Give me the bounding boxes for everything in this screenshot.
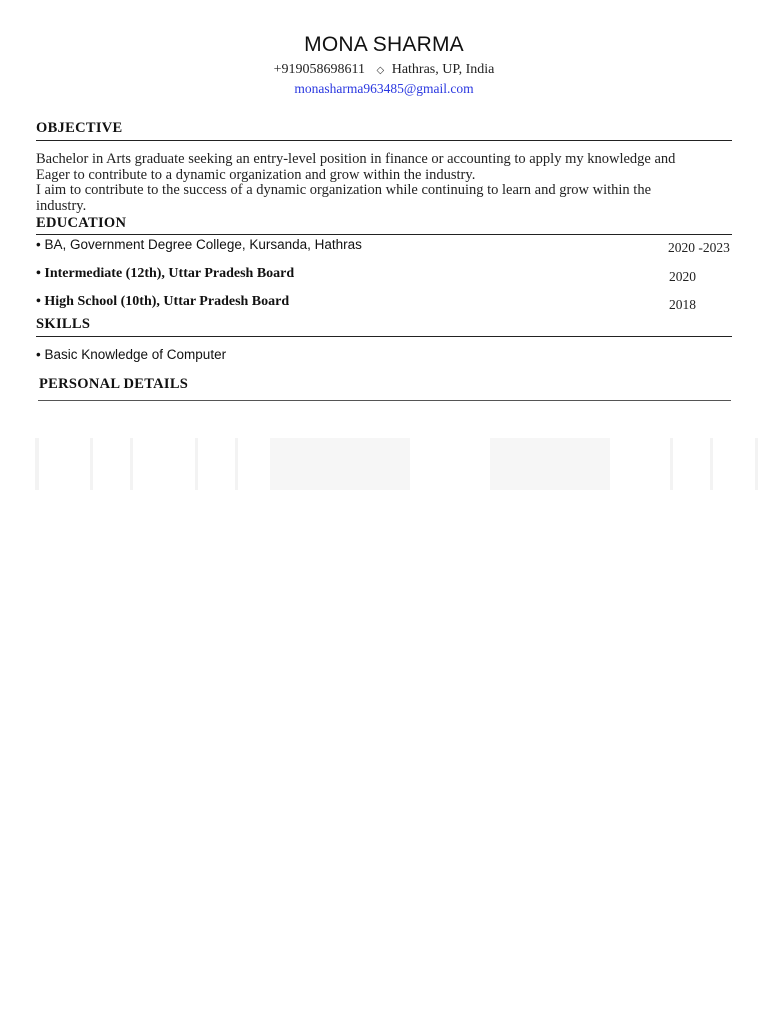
- personal-details-divider: [38, 400, 731, 401]
- email-link[interactable]: monasharma963485@gmail.com: [294, 81, 474, 96]
- location: Hathras, UP, India: [391, 62, 495, 77]
- objective-line: industry.: [36, 197, 87, 214]
- education-heading: EDUCATION: [36, 215, 127, 231]
- education-item-year: 2020: [669, 269, 696, 284]
- education-item: [36, 266, 736, 286]
- education-item-label: • BA, Government Degree College, Kursanda, Hathras: [36, 237, 362, 252]
- contact-line: [0, 62, 768, 78]
- objective-line: Bachelor in Arts graduate seeking an entry-level position in finance or accounting to apply my knowledge and: [36, 151, 676, 167]
- diamond-icon: ◇: [376, 65, 385, 76]
- objective-divider: [36, 140, 732, 141]
- education-item-year: 2020 -2023: [668, 240, 730, 255]
- education-item: [36, 294, 736, 314]
- objective-text: [36, 152, 748, 214]
- education-item-label: • Intermediate (12th), Uttar Pradesh Board: [36, 266, 295, 281]
- education-item: [36, 237, 736, 257]
- email-line: [0, 81, 768, 97]
- objective-line: I aim to contribute to the success of a dynamic organization while continuing to learn and grow within the: [36, 182, 652, 199]
- resume-name: MONA SHARMA: [304, 33, 464, 56]
- education-item-label: • High School (10th), Uttar Pradesh Board: [36, 294, 290, 309]
- education-divider: [36, 234, 732, 235]
- objective-line: Eager to contribute to a dynamic organization and grow within the industry.: [36, 166, 476, 183]
- objective-heading: OBJECTIVE: [36, 120, 123, 136]
- skills-divider: [36, 336, 732, 337]
- education-item-year: 2018: [669, 297, 696, 312]
- phone-number: +919058698611: [273, 62, 366, 77]
- personal-details-heading: PERSONAL DETAILS: [39, 376, 189, 392]
- faded-personal-details: [30, 410, 765, 580]
- skill-item: • Basic Knowledge of Computer: [36, 347, 227, 362]
- skills-heading: SKILLS: [36, 316, 91, 332]
